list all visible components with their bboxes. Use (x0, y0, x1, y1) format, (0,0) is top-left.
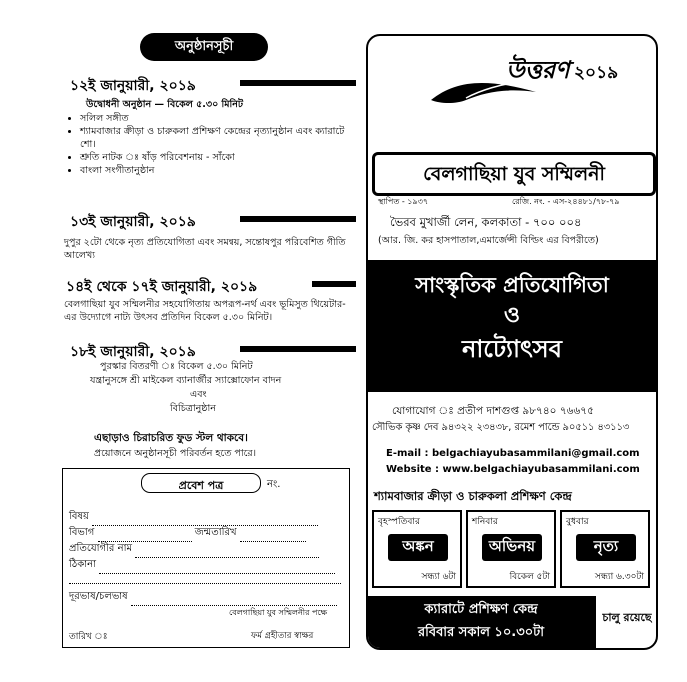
dob-label: জন্মতারিখ (194, 527, 237, 538)
day3-date: ১৪ই থেকে ১৭ই জানুয়ারী, ২০১৯ (66, 279, 258, 295)
day1-inaugural: উদ্বোধনী অনুষ্ঠান — বিকেল ৫.৩০ মিনিট (86, 99, 244, 110)
karate-status: চালু রয়েছে (602, 611, 652, 624)
day4-and: এবং (190, 389, 207, 400)
day2-divider (240, 216, 356, 222)
class-time: সন্ধ্যা ৬.৩০টা (594, 572, 644, 582)
karate-line-1: ক্যারাটে প্রশিক্ষণ কেন্দ্র (424, 602, 538, 617)
entry-form (62, 468, 350, 648)
form-division-row (69, 525, 306, 542)
day4-variety: বিচিত্রানুষ্ঠান (170, 403, 216, 414)
event-name: উত্তরণ (506, 56, 570, 84)
club-name-box (372, 152, 656, 196)
training-centre-title: শ্যামবাজার ক্রীড়া ও চারুকলা প্রশিক্ষণ কেন্দ্র (374, 489, 572, 503)
food-stall-note: এছাড়াও চিরাচরিত ফুড স্টল থাকবে। (94, 432, 248, 444)
schedule-header (140, 33, 268, 61)
subject-label: বিষয় (69, 511, 89, 522)
club-address-1: ভৈরব মুখার্জী লেন, কলকাতা - ৭০০ ০০৪ (390, 215, 582, 229)
class-name: অঙ্কন (388, 534, 448, 561)
club-founded: স্থাপিত - ১৯৩৭ (378, 197, 429, 206)
address-field-2[interactable] (69, 573, 341, 584)
banner-line-3: নাট্যোৎসব (462, 335, 562, 363)
form-phone-row (69, 589, 337, 606)
class-tile-drawing (372, 510, 462, 588)
schedule-change-notice: প্রয়োজনে অনুষ্ঠানসূচী পরিবর্তন হতে পারে। (94, 448, 257, 459)
signature-label: ফর্ম গ্রহীতার স্বাক্ষর (251, 631, 314, 641)
schedule-header-label: অনুষ্ঠানসূচী (174, 39, 234, 54)
list-item: • শ্রুতি নাটক ঃ ষাঁড় পরিবেশনায় - সাঁকো (80, 151, 360, 164)
date-row (69, 629, 108, 644)
day2-text: দুপুর ২টো থেকে নৃত্য প্রতিযোগিতা এবং সমন্বয়, সন্তোষপুর পরিবেশিত গীতি আলেখ্য (64, 237, 346, 261)
karate-line-2: রবিবার সকাল ১০.৩০টা (417, 625, 545, 640)
date-label: তারিখ ঃ (69, 632, 108, 642)
day4-divider (240, 346, 356, 352)
form-no-label: নং. (267, 479, 281, 490)
class-time: সন্ধ্যা ৬টা (421, 572, 456, 582)
day3-text: বেলগাছিয়া যুব সম্মিলনীর সহযোগিতায় অপরূপ-নর্থ এবং ভূমিসুত থিয়েটার-এর উদ্যোগে নাট্য উৎসব প্রতিদিন বিকেল ৫.৩০ মিনিট। (64, 299, 346, 323)
training-classes (372, 510, 654, 586)
contact-2: সৌভিক কৃষ্ণ দেব ৯৪৩২২ ২৩৪৩৮, রমেশ পান্ডে ৯০৫১১ ৪৩১১৩ (372, 422, 630, 433)
karate-box (366, 596, 596, 648)
division-label: বিভাগ (69, 527, 95, 538)
event-year: ২০১৯ (574, 63, 619, 83)
event-logo (426, 50, 626, 110)
day2-date: ১৩ই জানুয়ারী, ২০১৯ (70, 214, 196, 230)
form-subject-row (69, 509, 318, 526)
form-name-row (69, 541, 319, 558)
class-tile-dance (560, 510, 650, 588)
club-reg-no: রেজি. নং. - এস-২৪৪৮১/৭৮-৭৯ (512, 197, 620, 206)
list-item: • বাংলা সংগীতানুষ্ঠান (80, 164, 360, 177)
club-address-2: (আর. জি. কর হাসপাতাল,এমার্জেন্সী বিল্ডিং এর বিপরীতে) (378, 235, 599, 246)
class-day: বৃহস্পতিবার (378, 517, 420, 527)
contact-website[interactable]: Website : www.belgachiayubasammilani.com (386, 464, 640, 475)
day1-divider (240, 80, 356, 86)
class-tile-acting (466, 510, 556, 588)
day4-saxophone: যন্ত্রানুসঙ্গে শ্রী মাইকেল ব্যানার্জীর স্যাক্সোফোন বাদন (90, 375, 282, 386)
day4-date: ১৮ই জানুয়ারী, ২০১৯ (70, 344, 196, 360)
class-day: বুধবার (566, 517, 589, 527)
class-name: অভিনয় (482, 534, 542, 561)
phone-label: দূরভাষ/চলভাষ (69, 591, 128, 602)
contact-email[interactable]: E-mail : belgachiayubasammilani@gmail.com (386, 448, 640, 459)
banner-line-1: সাংস্কৃতিক প্রতিযোগিতা (415, 273, 609, 297)
class-time: বিকেল ৫টা (509, 572, 550, 582)
event-banner (366, 260, 658, 392)
banner-line-2: ও (503, 303, 521, 328)
list-item: • শ্যামবাজার ক্রীড়া ও চারুকলা প্রশিক্ষণ কেন্দ্রের নৃত্যানুষ্ঠান এবং ক্যারাটে শো। (80, 125, 360, 151)
contact-1: যোগাযোগ ঃ প্রতীপ দাশগুপ্ত ৯৮৭৪০ ৭৬৬৭৫ (392, 405, 594, 417)
form-address-row-2 (69, 573, 341, 584)
day1-list (64, 112, 360, 177)
class-day: শনিবার (472, 517, 498, 527)
day3-divider (312, 281, 356, 287)
form-title: প্রবেশ পত্র (178, 479, 224, 492)
phone-field[interactable] (131, 595, 337, 606)
day1-date: ১২ই জানুয়ারী, ২০১৯ (70, 78, 196, 94)
address-label: ঠিকানা (69, 559, 96, 570)
on-behalf: বেলগাছিয়া যুব সম্মিলনীর পক্ষে (229, 608, 328, 617)
name-label: প্রতিযোগীর নাম (69, 543, 133, 554)
club-name: বেলগাছিয়া যুব সম্মিলনী (423, 163, 605, 185)
day4-prize: পুরস্কার বিতরণী ঃ বিকেল ৫.৩০ মিনিট (100, 361, 253, 372)
class-name: নৃত্য (576, 534, 636, 561)
club-panel (366, 34, 658, 650)
list-item: • সলিল সঙ্গীত (80, 112, 360, 125)
form-title-ornament (141, 473, 261, 493)
form-address-row (69, 557, 335, 574)
